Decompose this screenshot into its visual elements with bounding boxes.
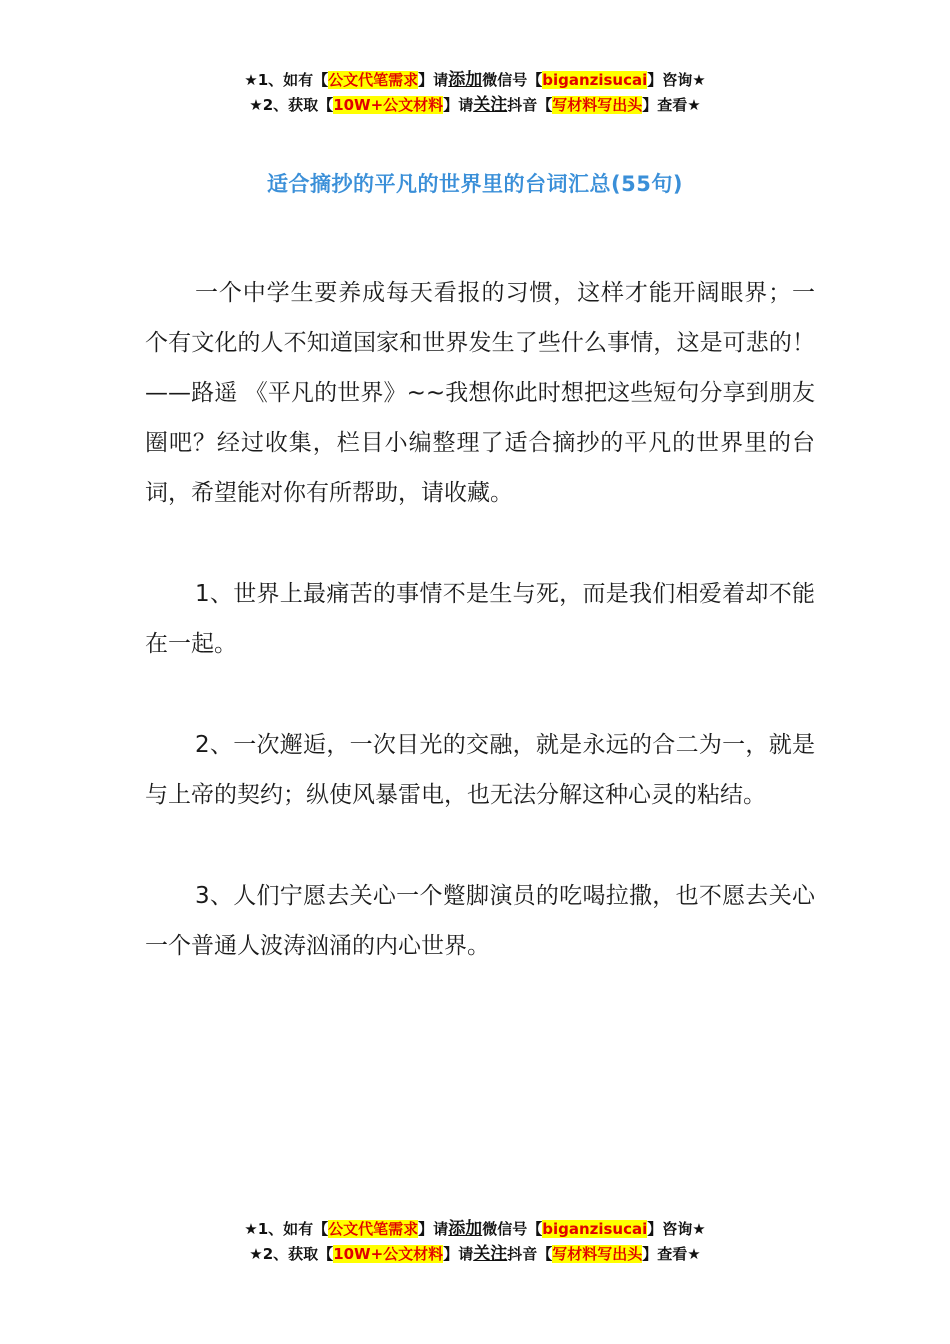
banner-line-2 xyxy=(0,1242,950,1267)
banner-text: ★2、获取【 xyxy=(249,1245,334,1263)
quote-paragraph: 2、一次邂逅，一次目光的交融，就是永远的合二为一，就是与上帝的契约；纵使风暴雷电，也无法分解这种心灵的粘结。 xyxy=(145,732,815,808)
banner-text: 】查看★ xyxy=(642,1245,701,1263)
banner-text: 微信号【 xyxy=(482,71,543,89)
banner-highlight: 公文代笔需求 xyxy=(328,71,419,89)
quote-paragraph: 1、世界上最痛苦的事情不是生与死，而是我们相爱着却不能在一起。 xyxy=(145,581,815,657)
banner-text: 】请 xyxy=(418,71,449,89)
banner-text: 微信号【 xyxy=(482,1220,543,1238)
banner-text: 】咨询★ xyxy=(647,71,706,89)
banner-highlight: 公文代笔需求 xyxy=(328,1220,419,1238)
banner-text: 】查看★ xyxy=(642,96,701,114)
banner-underlined: 添加 xyxy=(448,70,483,90)
banner-highlight: 写材料写出头 xyxy=(552,96,643,114)
header-banner xyxy=(0,68,950,118)
banner-text: ★1、如有【 xyxy=(244,1220,329,1238)
banner-text: 】请 xyxy=(443,1245,474,1263)
banner-line-1 xyxy=(0,68,950,93)
banner-highlight: biganzisucai xyxy=(542,71,648,89)
banner-text: 抖音【 xyxy=(507,1245,553,1263)
banner-text: 】请 xyxy=(418,1220,449,1238)
banner-text: 】咨询★ xyxy=(647,1220,706,1238)
banner-underlined: 添加 xyxy=(448,1219,483,1239)
document-title: 适合摘抄的平凡的世界里的台词汇总(55句) xyxy=(267,172,683,196)
intro-paragraph: 一个中学生要养成每天看报的习惯，这样才能开阔眼界；一个有文化的人不知道国家和世界发生了些什么事情，这是可悲的！ ——路遥 《平凡的世界》~~我想你此时想把这些短句分享到朋友圈吧？经过收集，栏目小编整理了适合摘抄的平凡的世界里的台词，希望能对你有所帮助，请收藏。 xyxy=(145,280,815,506)
footer-banner xyxy=(0,1217,950,1267)
banner-highlight: 10W+公文材料 xyxy=(333,1245,444,1263)
banner-underlined: 关注 xyxy=(473,1244,508,1264)
quote-paragraph: 3、人们宁愿去关心一个蹩脚演员的吃喝拉撒，也不愿去关心一个普通人波涛汹涌的内心世界。 xyxy=(145,883,815,959)
banner-text: ★1、如有【 xyxy=(244,71,329,89)
banner-highlight: 写材料写出头 xyxy=(552,1245,643,1263)
banner-highlight: 10W+公文材料 xyxy=(333,96,444,114)
banner-underlined: 关注 xyxy=(473,95,508,115)
banner-text: 】请 xyxy=(443,96,474,114)
banner-highlight: biganzisucai xyxy=(542,1220,648,1238)
document-body xyxy=(145,268,815,1022)
banner-text: ★2、获取【 xyxy=(249,96,334,114)
banner-line-2 xyxy=(0,93,950,118)
banner-line-1 xyxy=(0,1217,950,1242)
banner-text: 抖音【 xyxy=(507,96,553,114)
